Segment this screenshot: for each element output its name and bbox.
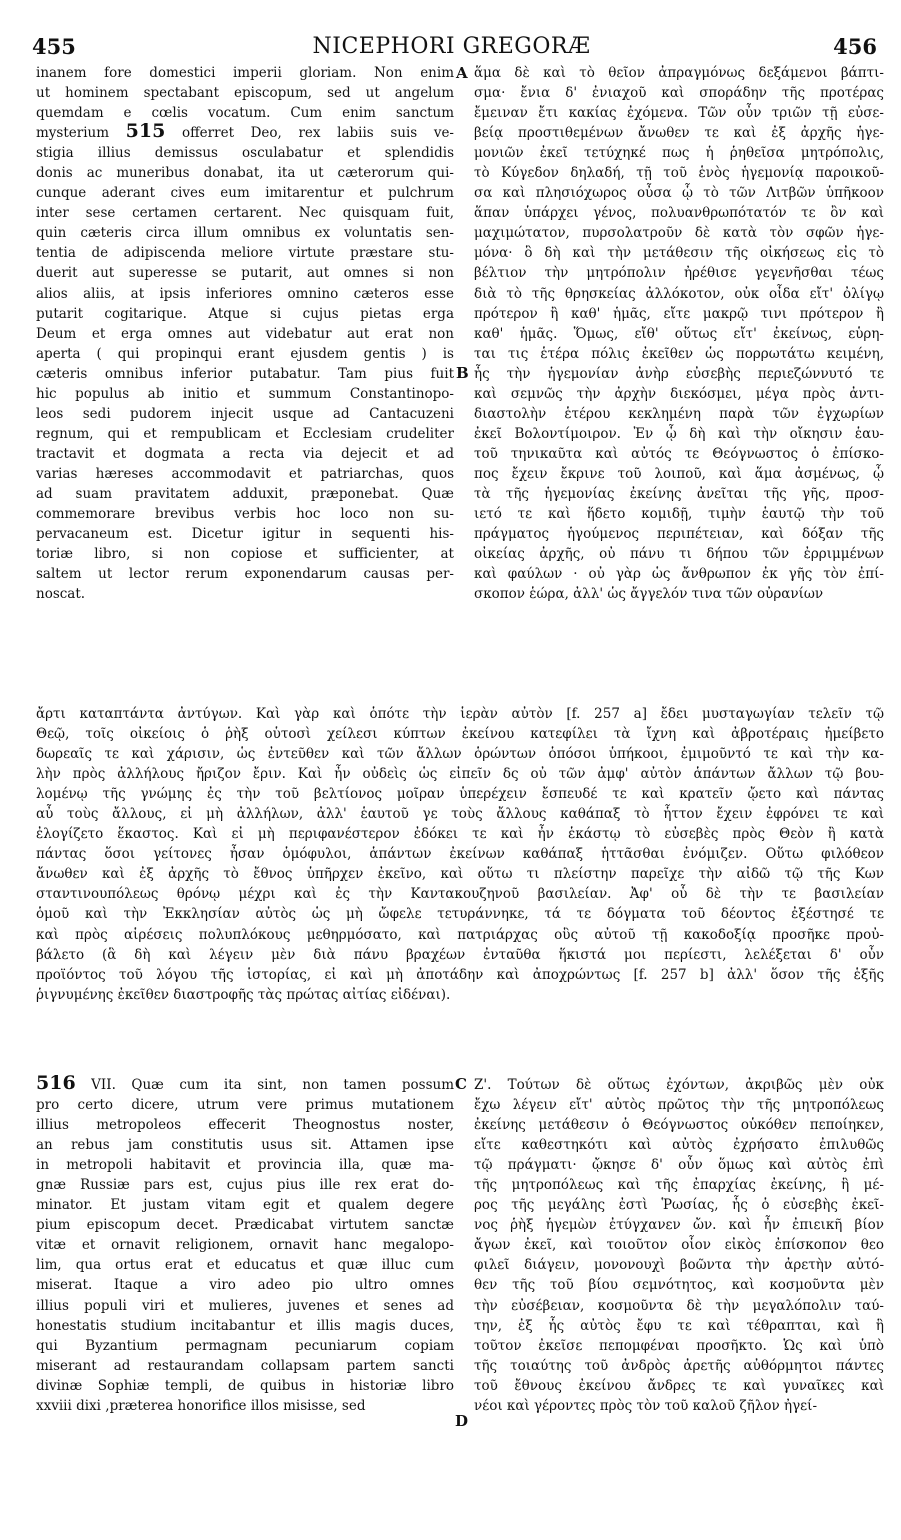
text-line: leos sedi pudorem injecit usque ad Cantacuzeni: [36, 405, 454, 422]
section-letter-b: B: [456, 364, 469, 382]
section-number: 515: [125, 123, 166, 143]
text-line: quin cæteris circa illum omnibus ex voluntatis sen-: [36, 225, 454, 242]
text-line: xxviii dixi ,præterea honorifice illos misisse, sed: [36, 1397, 366, 1414]
running-header: [22, 34, 881, 64]
text-line: an rebus jam constitutis usus sit. Attamen ipse: [36, 1137, 454, 1154]
text-line: τὸ Κύγεδον δηλαδή, τῇ τοῦ ἑνὸς ἡγεμονίᾳ παροικοῦ-: [474, 165, 884, 182]
text-line: διὰ τὸ τῆς θρησκείας ἀλλόκοτον, οὐκ οἶδα εἴτ' ὀλίγῳ: [474, 285, 884, 302]
text-line: saltem ut lector rerum exponendarum causas per-: [36, 566, 454, 583]
text-line: Deum et erga omnes aut videbatur aut erat non: [36, 325, 454, 342]
text-line: gnæ Russiæ pars est, cujus pius ille rex erat do-: [36, 1177, 454, 1194]
text-line: πρότερον ἢ καθ' ἡμᾶς, εἴτε μακρῷ τινι πρότερον ἢ: [474, 305, 884, 322]
text-line: ἅπαν ὑπάρχει γένος, πολυανθρωπότατόν τε ὂν καὶ: [474, 205, 884, 222]
text-line: Θεῷ, τοῖς οἰκείοις ὁ ῥὴξ οὑτοσὶ χείλεσι κύπτων ἐκείνου κατεφίλει τὰ ἴχνη καὶ ἀβροτέραις ἠμείβετο: [36, 726, 884, 743]
text-line: miserat. Itaque a viro adeo pio ultro omnes: [36, 1277, 454, 1294]
text-line: tractavit et dogmata a recta via dejecit et ad: [36, 445, 454, 462]
text-line: λὴν πρὸς ἀλλήλους ἤριζον ἔριν. Καὶ ἦν οὐδεὶς ὡς εἰπεῖν δς οὐ τῶν ἀμφ' αὐτὸν ἁπάντων ἄλλων τῷ βου-: [36, 766, 884, 783]
text-line: tentia de adipiscenda meliore virtute præstare stu-: [36, 245, 454, 262]
text-line: λομένῳ τῆς γνώμης ἐς τὴν τοῦ βελτίονος μοῖραν ὑπερέχειν ἔσπευδέ τε καὶ κρατεῖν ᾤετο καὶ πάντας: [36, 786, 884, 803]
text-line: σκοπον ἑώρα, ἀλλ' ὡς ἄγγελόν τινα τῶν οὐρανίων: [474, 586, 824, 603]
text-line: οἰκείας ἀρχῆς, οὐ πάνυ τι δήπου τῶν ἐρριμμένων: [474, 546, 884, 563]
text-line: 516 VII. Quæ cum ita sint, non tamen possum: [36, 1075, 454, 1095]
page-number-right: 456: [833, 34, 877, 59]
text-line: pervacaneum est. Dicetur igitur in sequenti his-: [36, 526, 454, 543]
text-line: καὶ σεμνῶς τὴν ἀρχὴν διεκόσμει, μέγα πρὸς ἀντι-: [474, 385, 884, 402]
text-line: pro certo dicere, utrum vere primus mutationem: [36, 1097, 454, 1114]
text-line: inter sese certamen certarent. Nec quisquam fuit,: [36, 205, 454, 222]
text-line: lim, qua ortus erat et educatus et quæ illuc cum: [36, 1257, 454, 1274]
section-letter-c: C: [455, 1075, 467, 1093]
text-line: βέλτιον τὴν μητρόπολιν ἠρέθισε γεγενῆσθαι τέως: [474, 265, 884, 282]
text-line: regnum, qui et rempublicam et Ecclesiam crudeliter: [36, 425, 454, 442]
text-line: ἄρτι καταπτάντα ἀντύγων. Καὶ γὰρ καὶ ὁπότε τὴν ἱερὰν αὐτὸν [f. 257 a] ἔδει μυσταγωγίαν τελεῖν τῷ: [36, 706, 884, 722]
text-line: ἐκείνης μετάθεσιν ὁ Θεόγνωστος οὑκόθεν πεποίηκεν,: [474, 1117, 884, 1134]
text-line: σταντινουπόλεως θρόνῳ μέχρι καὶ ἐς τὴν Καντακουζηνοῦ βασιλείαν. Ἀφ' οὗ δὲ τὴν τε βασιλείαν: [36, 886, 884, 903]
text-line: αὖ τοὺς ἄλλους, εἰ μὴ ἀλλήλων, ἀλλ' ἑαυτοῦ γε τοὺς ἄλλους καθάπαξ τὸ ἧττον ἔχειν ἐφρόνει τε καὶ: [36, 806, 884, 823]
text-line: καὶ φαύλων · οὐ γὰρ ὡς ἄνθρωπον ἐκ γῆς τὸν ἐπί-: [474, 566, 884, 583]
text-line: φιλεῖ διάγειν, μονονουχὶ βοῶντα τὴν ἀρετὴν αὐτό-: [474, 1257, 884, 1274]
text-line: duerit aut superesse se putarit, aut omnes si non: [36, 265, 454, 282]
section-letter-a: A: [456, 64, 468, 82]
text-line: τοῦτον ἐκεῖσε πεπομφέναι προσῆκτο. Ὡς καὶ ὑπὸ: [474, 1337, 884, 1354]
page-number-left: 455: [32, 34, 76, 59]
text-line: quemdam e cœlis vocatum. Cum enim sanctum: [36, 105, 454, 122]
text-line: πάντας ὅσοι γείτονες ἦσαν ὁμόφυλοι, ἁπάντων ἐκείνων καθάπαξ ἡττᾶσθαι ἐνόμιζεν. Οὕτω φιλόθεον: [36, 846, 884, 863]
greek-column-top: [474, 63, 884, 604]
greek-column-bottom: [474, 1075, 884, 1416]
text-line: σα καὶ πλησιόχωρος οὖσα ᾧ τὸ τῶν Λιτβῶν ὑπῆκοον: [474, 185, 884, 202]
text-line: commemorare brevibus verbis hoc loco non su-: [36, 506, 454, 523]
text-line: alios aliis, at ipsis inferiores omnino cæteros esse: [36, 285, 454, 302]
text-line: aperta ( qui propinqui erant ejusdem gentis ) is: [36, 345, 454, 362]
text-line: θεν τῆς τοῦ βίου σεμνότητος, καὶ κοσμοῦντα μὲν: [474, 1277, 884, 1294]
text-line: ἧς τὴν ἡγεμονίαν ἀνὴρ εὐσεβὴς περιεζώννυτό τε: [474, 365, 884, 382]
greek-full-width-block: [36, 704, 884, 1005]
text-line: putarit cogitarique. Atque si cujus pietas erga: [36, 305, 454, 322]
section-number: 516: [36, 1075, 76, 1094]
text-line: πράγματος ἡγούμενος περιπέτειαν, καὶ δόξαν τῆς: [474, 526, 884, 543]
text-line: varias hæreses accommodavit et patriarchas, quos: [36, 465, 454, 482]
text-line: vitæ et ornavit religionem, ornavit hanc megalopo-: [36, 1237, 454, 1254]
text-line: ἔμειναν ἔτι κακίας ἐχόμενα. Τῶν οὖν τριῶν τῇ εὐσε-: [474, 105, 884, 122]
text-line: inanem fore domestici imperii gloriam. Non enim: [36, 65, 454, 81]
text-line: ιετό τε καὶ ἥδετο κομιδῇ, τιμὴν ἑαυτῷ τὴν τοῦ: [474, 506, 884, 523]
text-line: τοῦ ἔθνους ἐκείνου ἄνδρες τε καὶ γυναῖκες καὶ: [474, 1377, 884, 1394]
text-line: ρος τῆς μεγάλης ἐστὶ Ῥωσίας, ἧς ὁ εὐσεβὴς ἐκεῖ-: [474, 1197, 884, 1214]
text-line: donis ac muneribus donabat, ita ut cæterorum qui-: [36, 165, 454, 182]
latin-column-top: [36, 63, 454, 604]
text-line: ἄγων ἐκεῖ, καὶ τοιοῦτον οἷον εἰκὸς ἐπίσκοπον θεο: [474, 1237, 884, 1254]
text-line: μόνα· ὃ δὴ καὶ τὴν μετάθεσιν τῆς οἰκήσεως εἰς τὸ: [474, 245, 884, 262]
text-line: δωρεαῖς τε καὶ χάρισιν, ὡς ἐντεῦθεν καὶ τῶν ἄλλων ὁρώντων ὁπόσοι ὑπήκοοι, ἐμιμοῦντό τε καὶ τὴν κα-: [36, 746, 884, 763]
text-line: διαστολὴν ἑτέρου κεκλημένη παρὰ τῶν ἐγχωρίων: [474, 405, 884, 422]
text-line: ἔχω λέγειν εἴτ' αὐτὸς πρῶτος τὴν τῆς μητροπόλεως: [474, 1097, 884, 1114]
text-line: stigia illius demissus osculabatur et splendidis: [36, 145, 454, 162]
text-line: qui Byzantium permagnam pecuniarum copiam: [36, 1337, 454, 1354]
text-line: hic populus ab initio et summum Constantinopo-: [36, 385, 454, 402]
text-line: divinæ Sophiæ templi, de quibus in historiæ libro: [36, 1377, 454, 1394]
text-line: τοῦ τηνικαῦτα καὶ αὐτός τε Θεόγνωστος ὁ ἐπίσκο-: [474, 445, 884, 462]
text-line: Ζ'. Τούτων δὲ οὕτως ἐχόντων, ἀκριβῶς μὲν οὐκ: [474, 1077, 884, 1093]
text-line: σμα· ἔνια δ' ἐνιαχοῦ καὶ σποράδην τῆς προτέρας: [474, 85, 884, 102]
text-line: honestatis studium incitabantur et illis magis duces,: [36, 1317, 454, 1334]
text-line: ὁμοῦ καὶ τὴν Ἐκκλησίαν αὐτὸς ὡς μὴ ὤφελε τετυράννηκε, τά τε δόγματα τοῦ δέοντος ἐξέστησέ τε: [36, 906, 884, 923]
text-line: μαχιμώτατον, πυρσολατροῦν δὲ κατὰ τὸν σφῶν ἡγε-: [474, 225, 884, 242]
text-line: νος ῥὴξ ἡγεμὼν ἐτύγχανεν ὤν. καὶ ἦν ἐπιεικῆ βίον: [474, 1217, 884, 1234]
running-title: NICEPHORI GREGORÆ: [312, 34, 591, 59]
section-letter-d: D: [455, 1412, 469, 1430]
text-line: ἐλογίζετο ἕκαστος. Καὶ εἰ μὴ περιφανέστερον ἐδόκει τε καὶ ἦν ἑκάστῳ τὸ εὐσεβὲς πρὸς Θεὸν ἢ κατὰ: [36, 826, 884, 843]
text-line: νέοι καὶ γέροντες πρὸς τὸν τοῦ καλοῦ ζῆλον ἠγεί-: [474, 1397, 818, 1414]
text-line: εἴτε καθεστηκότι καὶ αὐτὸς ἐχρήσατο ἐπιλυθῶς: [474, 1137, 884, 1154]
text-line: τῆς μητροπόλεως καὶ τῆς ἐπαρχίας ἐκείνης, ἣ μέ-: [474, 1177, 884, 1194]
text-line: mysterium 515 offerret Deo, rex labiis suis ve-: [36, 123, 454, 143]
text-line: ἄνωθεν καὶ ἐξ ἀρχῆς τὸ ἔθνος ὑπῆρχεν ἐκεῖνο, καὶ οὕτω τι πλείστην παρεῖχε τὴν αἰδῶ τῷ τῆς Κων: [36, 866, 884, 883]
text-line: τῷ πράγματι· ᾤκησε δ' οὖν ὅμως καὶ αὐτὸς ἐπὶ: [474, 1157, 884, 1174]
text-line: προϊόντος τοῦ λόγου τῆς ἱστορίας, εἰ καὶ μὴ ἀποτάδην καὶ ἀποχρώντως [f. 257 b] ἀλλ' ὅσον τῆς ἑξῆς: [36, 966, 884, 983]
text-line: τὰ τῆς ἡγεμονίας ἐκείνης ἀνεῖται τῆς γῆς, προσ-: [474, 485, 884, 502]
text-line: ἐκεῖ Βολοντίμοιρον. Ἐν ᾧ δὴ καὶ τὴν οἴκησιν ἑαυ-: [474, 425, 884, 442]
text-line: cunque aderant cives eum imitarentur et pulchrum: [36, 185, 454, 202]
text-line: καθ' ἡμᾶς. Ὅμως, εἴθ' οὕτως εἴτ' ἐκείνως, εὑρη-: [474, 325, 884, 342]
text-line: minator. Et justam vitam egit et qualem degere: [36, 1197, 454, 1214]
text-line: μονιῶν ἐκεῖ τετύχηκέ πως ἡ ῥηθεῖσα μητρόπολις,: [474, 145, 884, 162]
text-line: τῆς τοιαύτης τοῦ ἀνδρὸς ἀρετῆς αὐθόρμητοι πάντες: [474, 1357, 884, 1374]
text-line: την, ἐξ ἧς αὐτὸς ἔφυ τε καὶ τέθραπται, καὶ ἣ: [474, 1317, 884, 1334]
text-line: ad suam pravitatem adduxit, præponebat. Quæ: [36, 485, 454, 502]
text-line: ἅμα δὲ καὶ τὸ θεῖον ἀπραγμόνως δεξάμενοι βάπτι-: [474, 65, 884, 81]
text-line: in metropoli habitavit et provincia illa, quæ ma-: [36, 1157, 454, 1174]
text-line: pium episcopum decet. Prædicabat virtutem sanctæ: [36, 1217, 454, 1234]
text-line: καὶ πρὸς αἱρέσεις πολυπλόκους μεθηρμόσατο, καὶ πατριάρχας οὓς αὐτοῦ τῇ κακοδοξίᾳ προσῆκε προὐ-: [36, 926, 884, 943]
latin-column-bottom: [36, 1075, 454, 1416]
text-line: βάλετο (ἃ δὴ καὶ λέγειν μὲν διὰ πάνυ βραχέων ἐνταῦθα ἥκιστά μοι περίεστι, λελέξεται δ' οὖν: [36, 946, 884, 963]
text-line: ται τις ἑτέρα πόλις ἐκεῖθεν ὡς πορρωτάτω κειμένη,: [474, 345, 884, 362]
text-line: βείᾳ προστιθεμένων ἄνωθεν τε καὶ ἐξ ἀρχῆς ἡγε-: [474, 125, 884, 142]
text-line: illius populi viri et mulieres, juvenes et senes ad: [36, 1297, 454, 1314]
text-line: illius metropoleos effecerit Theognostus noster,: [36, 1117, 454, 1134]
text-line: noscat.: [36, 586, 86, 603]
text-line: ut hominem spectabant episcopum, sed ut angelum: [36, 85, 454, 102]
text-line: ῥιγνυμένης ἐκεῖθεν διαστροφῆς τὰς πρώτας αἰτίας εἰδέναι).: [36, 986, 451, 1003]
text-line: cæteris omnibus inferior putabatur. Tam pius fuit: [36, 365, 454, 382]
text-line: τὴν εὐσέβειαν, κοσμοῦντα δὲ τὴν μεγαλόπολιν ταύ-: [474, 1297, 884, 1314]
text-line: πος ἔχειν ἔκρινε τοῦ λοιποῦ, καὶ ἅμα ἀσμένως, ᾧ: [474, 465, 884, 482]
text-line: toriæ libro, si non copiose et sufficienter, at: [36, 546, 454, 563]
text-line: miserant ad restaurandam collapsam partem sancti: [36, 1357, 454, 1374]
